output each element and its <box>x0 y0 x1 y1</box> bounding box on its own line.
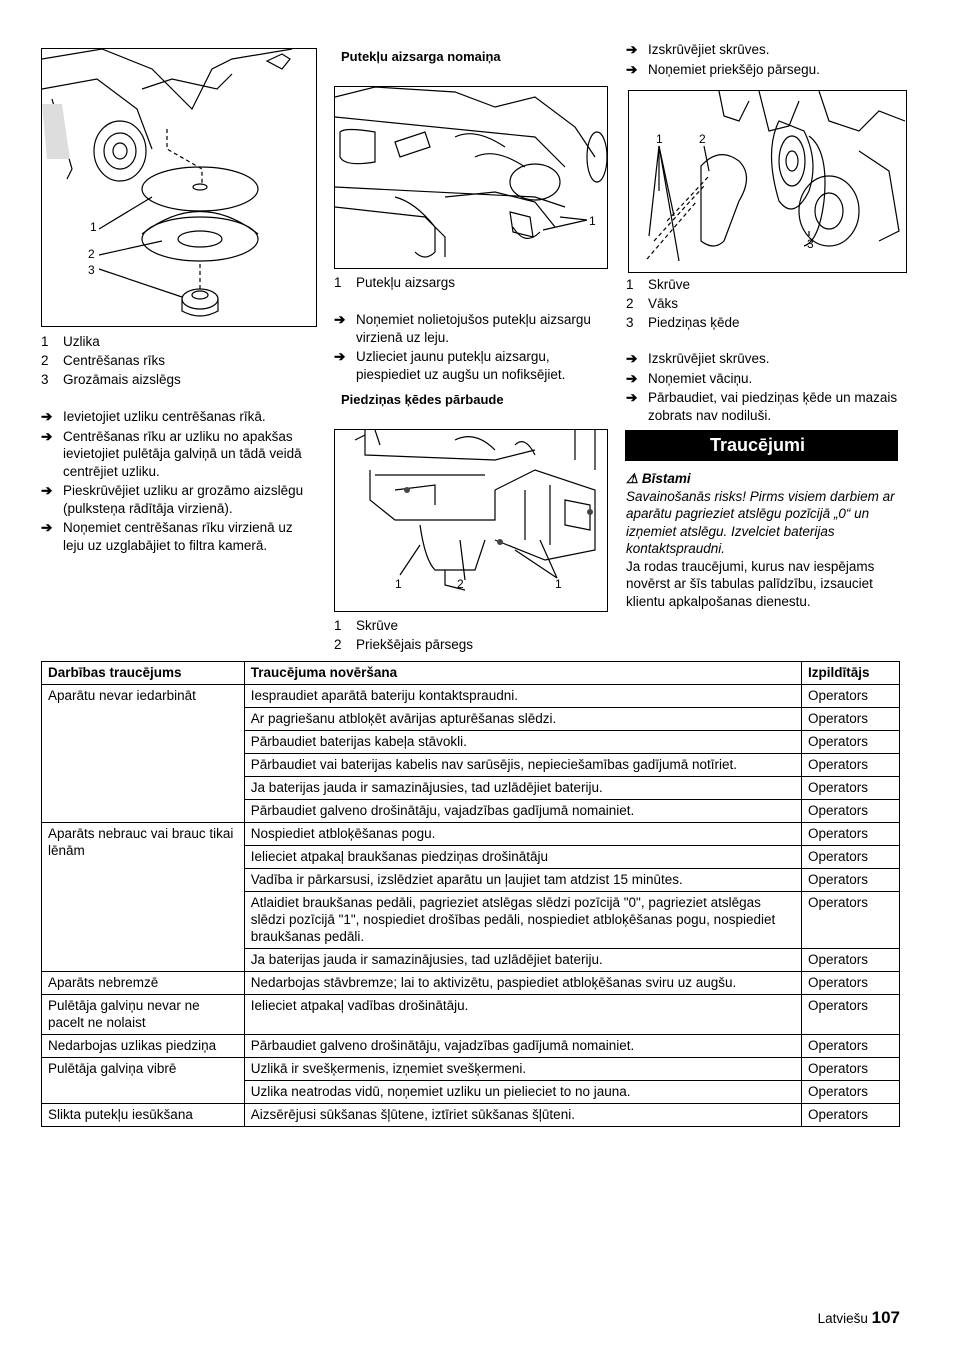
step-item: ➔ Noņemiet nolietojušos putekļu aizsargu virzienā uz leju. <box>334 312 591 345</box>
executor-cell: Operators <box>802 892 900 949</box>
executor-cell: Operators <box>802 869 900 892</box>
remedy-cell: Ielieciet atpakaļ vadības drošinātāju. <box>244 995 801 1035</box>
arrow-icon: ➔ <box>334 312 346 327</box>
executor-cell: Operators <box>802 1035 900 1058</box>
remedy-cell: Pārbaudiet galveno drošinātāju, vajadzības gadījumā nomainiet. <box>244 800 801 823</box>
legend-text: Vāks <box>648 296 679 311</box>
fault-cell: Pulētāja galviņu nevar ne pacelt ne nolaist <box>42 995 245 1035</box>
fig4-callout-1: 1 <box>656 132 663 146</box>
arrow-icon: ➔ <box>41 520 53 535</box>
col2-steps <box>334 311 610 385</box>
fig2-callout-1: 1 <box>589 214 596 228</box>
executor-cell: Operators <box>802 685 900 708</box>
fig3-callout-2: 2 <box>457 577 464 591</box>
remedy-cell: Ar pagriešanu atbloķēt avārijas apturēšanas slēdzi. <box>244 708 801 731</box>
remedy-cell: Nedarbojas stāvbremze; lai to aktivizētu, paspiediet atbloķēšanas sviru uz augšu. <box>244 972 801 995</box>
fault-cell: Slikta putekļu iesūkšana <box>42 1104 245 1127</box>
remedy-cell: Ielieciet atpakaļ braukšanas piedziņas drošinātāju <box>244 846 801 869</box>
fig4-callout-2: 2 <box>699 132 706 146</box>
step-item: ➔ Noņemiet priekšējo pārsegu. <box>626 61 820 77</box>
fig2-legend <box>334 273 455 292</box>
table-row <box>42 1035 900 1058</box>
arrow-icon: ➔ <box>41 409 53 424</box>
arrow-icon: ➔ <box>626 390 638 405</box>
legend-text: Grozāmais aizslēgs <box>63 372 181 387</box>
arrow-icon: ➔ <box>41 483 53 498</box>
legend-text: Skrūve <box>648 277 691 292</box>
executor-cell: Operators <box>802 995 900 1035</box>
table-header-row <box>42 662 900 685</box>
step-item: ➔ Izskrūvējiet skrūves. <box>626 42 770 57</box>
remedy-cell: Iespraudiet aparātā bateriju kontaktspraudni. <box>244 685 801 708</box>
fig3-callout-1: 1 <box>395 577 402 591</box>
executor-cell: Operators <box>802 949 900 972</box>
note-text: Ja rodas traucējumi, kurus nav iespējams novērst ar šīs tabulas palīdzību, izsauciet klientu apkalpošanas dienestu. <box>626 558 875 609</box>
fig4-legend <box>626 275 740 332</box>
remedy-cell: Aizsērējusi sūkšanas šļūtene, iztīriet sūkšanas šļūteni. <box>244 1104 801 1127</box>
executor-cell: Operators <box>802 1081 900 1104</box>
executor-cell: Operators <box>802 731 900 754</box>
figure-dust-guard <box>334 86 608 269</box>
legend-number: 3 <box>626 315 634 330</box>
step-item: ➔ Noņemiet centrēšanas rīku virzienā uz leju uz uzglabājiet to filtra kamerā. <box>41 520 293 553</box>
remedy-cell: Uzlika neatrodas vidū, noņemiet uzliku un pielieciet to no jauna. <box>244 1081 801 1104</box>
remedy-cell: Pārbaudiet galveno drošinātāju, vajadzības gadījumā nomainiet. <box>244 1035 801 1058</box>
step-item: ➔ Ievietojiet uzliku centrēšanas rīkā. <box>41 409 266 424</box>
fig4-callout-3: 3 <box>807 237 814 251</box>
warning-block <box>626 470 901 610</box>
fig3-callout-1b: 1 <box>555 577 562 591</box>
warning-icon: ⚠ <box>626 471 639 486</box>
executor-cell: Operators <box>802 1104 900 1127</box>
page-footer <box>818 1308 900 1328</box>
legend-text: Centrēšanas rīks <box>63 353 166 368</box>
step-item: ➔ Izskrūvējiet skrūves. <box>626 351 770 366</box>
legend-text: Priekšējais pārsegs <box>356 637 474 652</box>
arrow-icon: ➔ <box>334 349 346 364</box>
table-row <box>42 1104 900 1127</box>
legend-number: 3 <box>41 372 49 387</box>
step-item: ➔ Pārbaudiet, vai piedziņas ķēde un mazais zobrats nav nodiluši. <box>626 390 898 423</box>
legend-text: Skrūve <box>356 618 399 633</box>
footer-language: Latviešu <box>817 1311 868 1326</box>
table-row <box>42 1058 900 1081</box>
figure-pad-centering <box>41 48 317 327</box>
executor-cell: Operators <box>802 1058 900 1081</box>
table-row <box>42 972 900 995</box>
page-number: 107 <box>871 1308 900 1327</box>
legend-number: 1 <box>334 618 342 633</box>
executor-cell: Operators <box>802 777 900 800</box>
fault-cell: Nedarbojas uzlikas piedziņa <box>42 1035 245 1058</box>
remedy-cell: Ja baterijas jauda ir samazinājusies, tad uzlādējiet bateriju. <box>244 777 801 800</box>
executor-cell: Operators <box>802 708 900 731</box>
fig1-callout-1: 1 <box>90 220 97 234</box>
legend-number: 2 <box>41 353 49 368</box>
table-row <box>42 685 900 708</box>
legend-text: Uzlika <box>63 334 100 349</box>
executor-cell: Operators <box>802 800 900 823</box>
step-item: ➔ Uzlieciet jaunu putekļu aizsargu, piespiediet uz augšu un nofiksējiet. <box>334 349 566 382</box>
figure-chain-cover <box>628 90 907 273</box>
arrow-icon: ➔ <box>626 42 638 57</box>
col1-steps <box>41 408 317 556</box>
step-item: ➔ Pieskrūvējiet uzliku ar grozāmo aizslēgu (pulksteņa rādītāja virzienā). <box>41 483 304 516</box>
legend-number: 1 <box>334 275 342 290</box>
warning-text: Savainošanās risks! Pirms visiem darbiem ar aparātu pagrieziet atslēgu pozīcijā „0“ un izņemiet atslēgu. Izvelciet baterijas kontaktspraudni. <box>626 488 895 556</box>
section-title-faults: Traucējumi <box>625 430 898 461</box>
remedy-cell: Uzlikā ir svešķermenis, izņemiet svešķermeni. <box>244 1058 801 1081</box>
executor-cell: Operators <box>802 972 900 995</box>
column-header: Izpildītājs <box>802 662 900 685</box>
legend-number: 2 <box>626 296 634 311</box>
table-row <box>42 823 900 846</box>
remedy-cell: Nospiediet atbloķēšanas pogu. <box>244 823 801 846</box>
legend-text: Putekļu aizsargs <box>356 275 456 290</box>
fault-cell: Aparāts nebrauc vai brauc tikai lēnām <box>42 823 245 972</box>
figure-front-cover <box>334 429 608 612</box>
arrow-icon: ➔ <box>626 61 638 77</box>
fault-cell: Aparātu nevar iedarbināt <box>42 685 245 823</box>
executor-cell: Operators <box>802 846 900 869</box>
remedy-cell: Pārbaudiet vai baterijas kabelis nav sarūsējis, nepieciešamības gadījumā notīriet. <box>244 754 801 777</box>
step-item: ➔ Noņemiet vāciņu. <box>626 370 753 386</box>
warning-title: Bīstami <box>641 471 691 486</box>
heading-dust-guard: Putekļu aizsarga nomaiņa <box>341 49 501 64</box>
remedy-cell: Atlaidiet braukšanas pedāli, pagrieziet atslēgas slēdzi pozīcijā "0", pagrieziet atslēgas slēdzi pozīcijā "1", nospiediet drošības pedāli, nospiediet atbloķēšanas pogu, nospiediet braukšanas pedāli. <box>244 892 801 949</box>
fault-cell: Aparāts nebremzē <box>42 972 245 995</box>
fault-cell: Pulētāja galviņa vibrē <box>42 1058 245 1104</box>
arrow-icon: ➔ <box>626 351 638 366</box>
fig1-callout-2: 2 <box>88 247 95 261</box>
column-header: Traucējuma novēršana <box>244 662 801 685</box>
col3-steps-top <box>626 41 902 80</box>
col3-steps-bottom <box>626 350 900 426</box>
executor-cell: Operators <box>802 823 900 846</box>
fig3-legend <box>334 616 473 654</box>
table-row <box>42 995 900 1035</box>
remedy-cell: Ja baterijas jauda ir samazinājusies, tad uzlādējiet bateriju. <box>244 949 801 972</box>
executor-cell: Operators <box>802 754 900 777</box>
fig1-callout-3: 3 <box>88 263 95 277</box>
remedy-cell: Vadība ir pārkarsusi, izslēdziet aparātu un ļaujiet tam atdzist 15 minūtes. <box>244 869 801 892</box>
fig1-legend <box>41 332 181 389</box>
arrow-icon: ➔ <box>41 428 53 444</box>
legend-text: Piedziņas ķēde <box>648 315 740 330</box>
column-header: Darbības traucējums <box>42 662 245 685</box>
step-item: ➔ Centrēšanas rīku ar uzliku no apakšas ievietojiet pulētāja galviņā un tādā veidā centrējiet uzliku. <box>41 428 302 479</box>
heading-chain-check: Piedziņas ķēdes pārbaude <box>341 392 504 407</box>
remedy-cell: Pārbaudiet baterijas kabeļa stāvokli. <box>244 731 801 754</box>
legend-number: 1 <box>626 277 634 292</box>
troubleshooting-table <box>41 661 900 1127</box>
arrow-icon: ➔ <box>626 370 638 386</box>
legend-number: 1 <box>41 334 49 349</box>
legend-number: 2 <box>334 637 342 652</box>
